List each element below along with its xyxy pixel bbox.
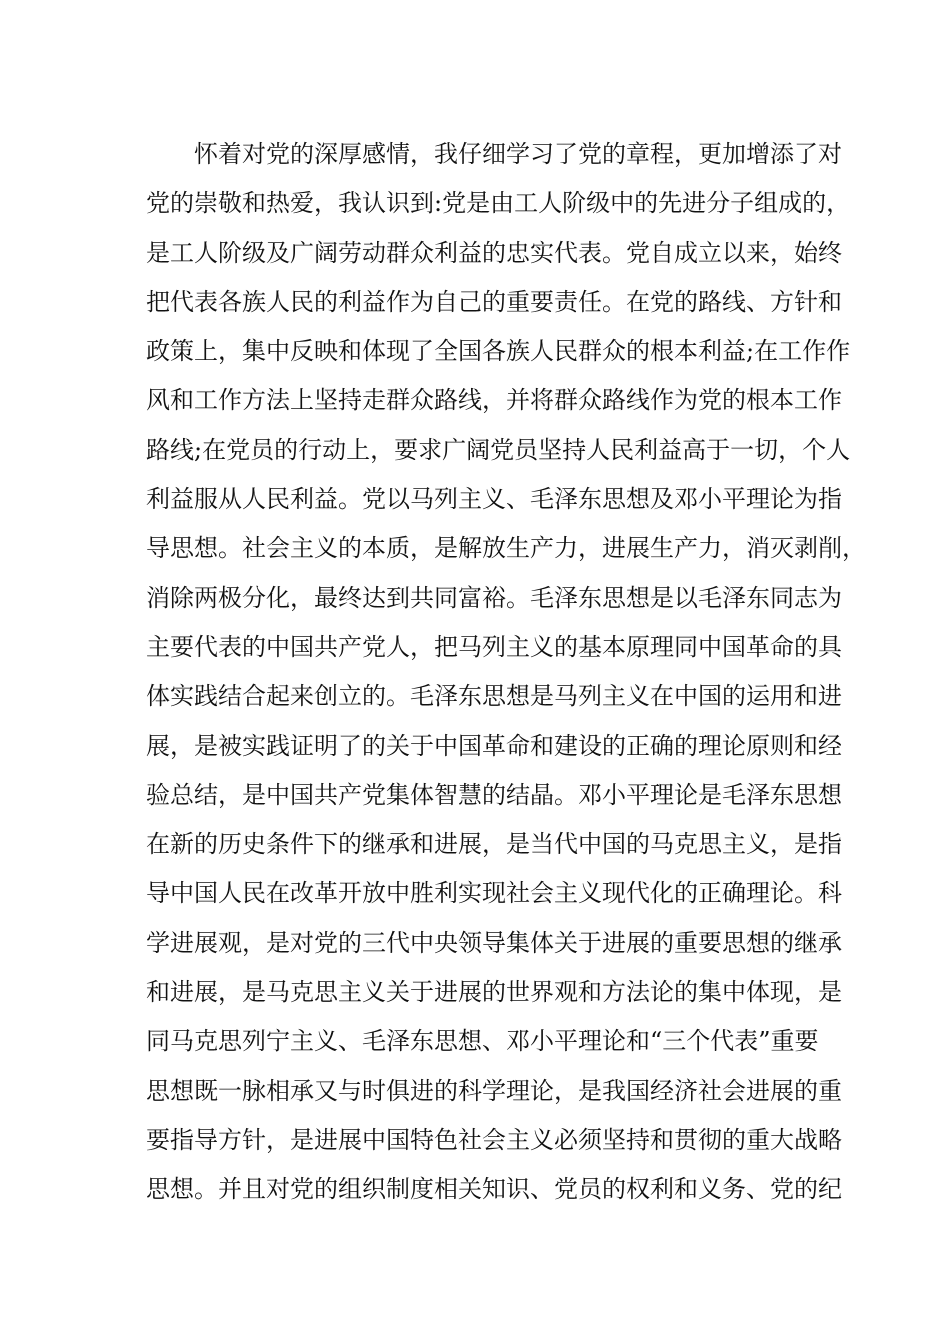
- paragraph-line: 验总结，是中国共产党集体智慧的结晶。邓小平理论是毛泽东思想: [146, 780, 842, 809]
- body-paragraph: [146, 130, 866, 1215]
- paragraph-line: 在新的历史条件下的继承和进展，是当代中国的马克思主义，是指: [146, 830, 842, 859]
- paragraph-line: 党的崇敬和热爱，我认识到:党是由工人阶级中的先进分子组成的，: [146, 189, 851, 218]
- paragraph-line: 消除两极分化，最终达到共同富裕。毛泽东思想是以毛泽东同志为: [146, 583, 842, 612]
- paragraph-line: 导思想。社会主义的本质，是解放生产力，进展生产力，消灭剥削，: [146, 534, 866, 563]
- paragraph-line: 学进展观，是对党的三代中央领导集体关于进展的重要思想的继承: [146, 928, 842, 957]
- paragraph-line: 是工人阶级及广阔劳动群众利益的忠实代表。党自成立以来，始终: [146, 238, 842, 267]
- paragraph-line: 怀着对党的深厚感情，我仔细学习了党的章程，更加增添了对: [194, 140, 842, 168]
- paragraph-line: 风和工作方法上坚持走群众路线，并将群众路线作为党的根本工作: [146, 386, 842, 415]
- paragraph-line: 政策上，集中反映和体现了全国各族人民群众的根本利益;在工作作: [146, 337, 851, 366]
- paragraph-line: 体实践结合起来创立的。毛泽东思想是马列主义在中国的运用和进: [146, 682, 842, 711]
- paragraph-line: 展，是被实践证明了的关于中国革命和建设的正确的理论原则和经: [146, 731, 842, 760]
- paragraph-line: 要指导方针，是进展中国特色社会主义必须坚持和贯彻的重大战略: [146, 1125, 842, 1154]
- paragraph-line: 利益服从人民利益。党以马列主义、毛泽东思想及邓小平理论为指: [146, 485, 842, 514]
- paragraph-line: 和进展，是马克思主义关于进展的世界观和方法论的集中体现，是: [146, 978, 842, 1007]
- paragraph-line: 思想既一脉相承又与时俱进的科学理论，是我国经济社会进展的重: [146, 1076, 842, 1105]
- paragraph-line: 路线;在党员的行动上，要求广阔党员坚持人民利益高于一切，个人: [146, 435, 851, 464]
- paragraph-line: 导中国人民在改革开放中胜利实现社会主义现代化的正确理论。科: [146, 879, 842, 908]
- paragraph-line: 把代表各族人民的利益作为自己的重要责任。在党的路线、方针和: [146, 287, 842, 316]
- paragraph-line: 思想。并且对党的组织制度相关知识、党员的权利和义务、党的纪: [146, 1175, 842, 1204]
- paragraph-line: 同马克思列宁主义、毛泽东思想、邓小平理论和“三个代表”重要: [146, 1027, 819, 1056]
- paragraph-line: 主要代表的中国共产党人，把马列主义的基本原理同中国革命的具: [146, 632, 842, 661]
